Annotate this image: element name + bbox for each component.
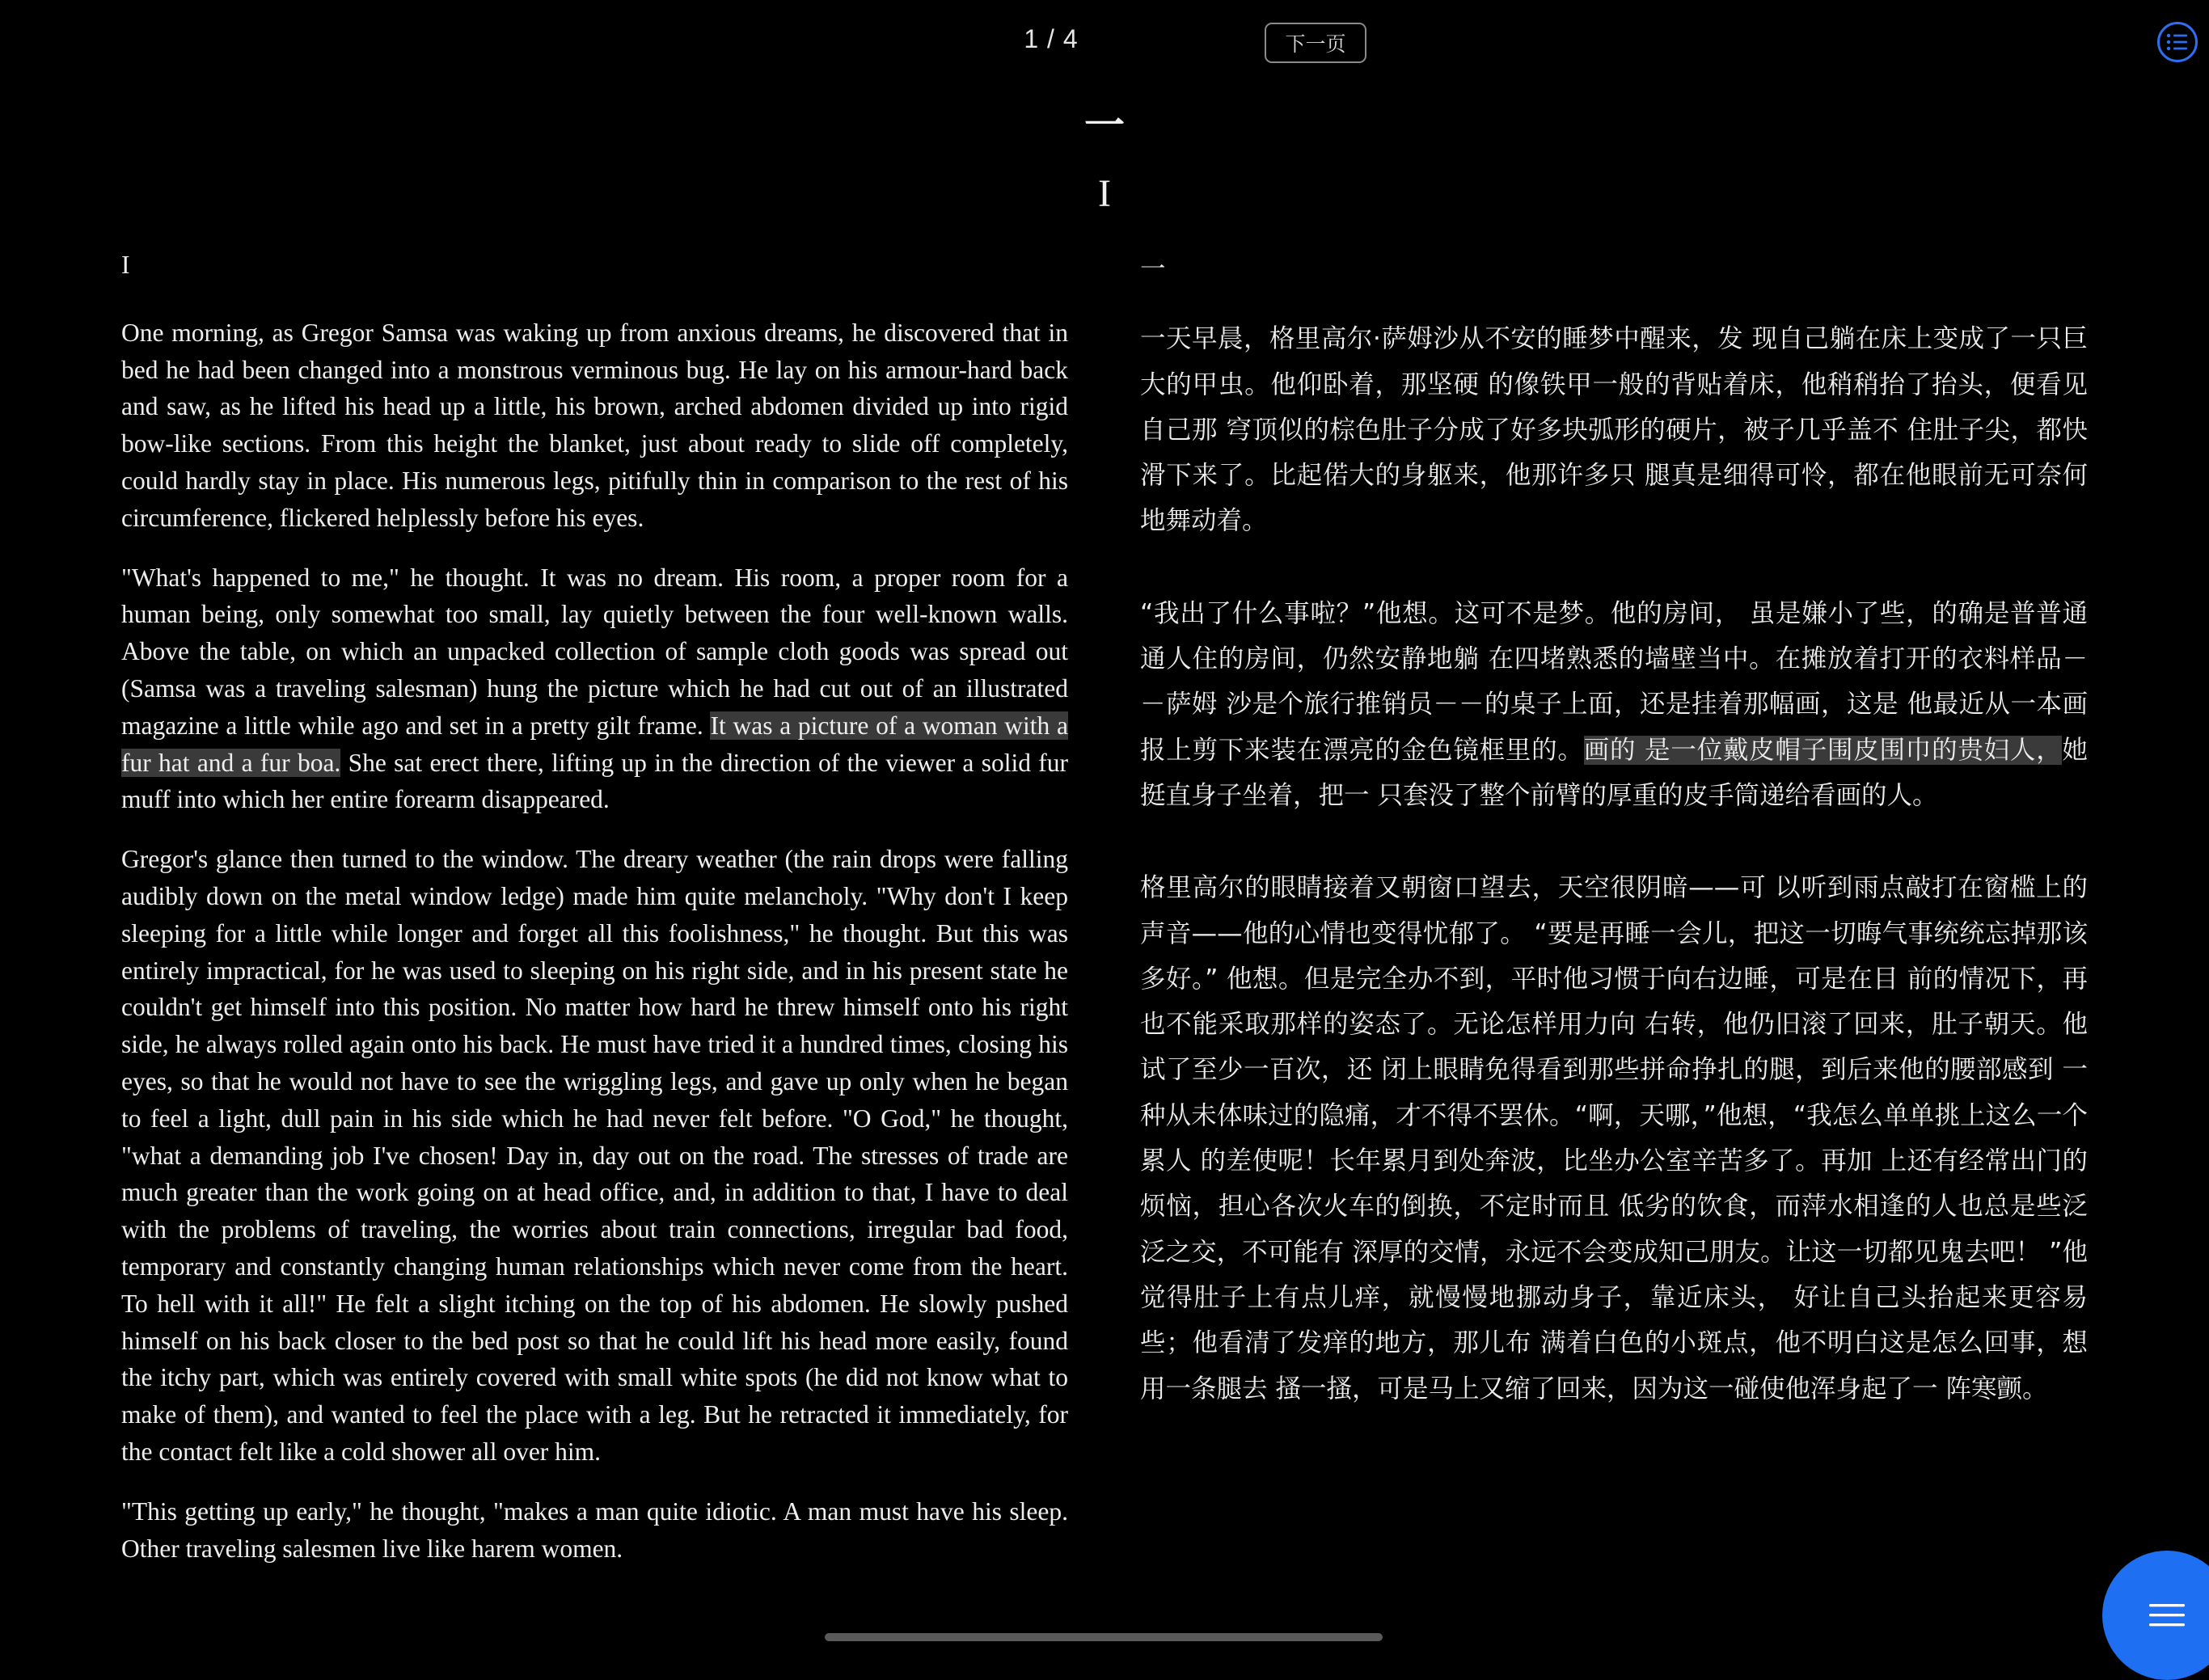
page-indicator: 1 / 4 — [1024, 24, 1079, 53]
scroll-indicator[interactable] — [825, 1633, 1383, 1641]
paragraph-text: 她挺直身子坐着，把一 只套没了整个前臂的厚重的皮手筒递给看画的人。 — [1140, 735, 2088, 810]
paragraph-text: She sat erect there, lifting up in the direction of the viewer a solid fur muff into which her entire forearm disappeared. — [121, 748, 1068, 814]
paragraph-text: “我出了什么事啦？”他想。这可不是梦。他的房间， 虽是嫌小了些，的确是普普通通人住的房间，仍然安静地躺 在四堵熟悉的墙壁当中。在摊放着打开的衣料样品－－萨姆 沙是个旅行推销员－－的桌子上面，还是挂着那幅画，这是 他最近从一本画报上剪下来装在漂亮的金色镜框里的。 — [1140, 598, 2088, 765]
paragraph-en[interactable]: One morning, as Gregor Samsa was waking up from anxious dreams, he discovered that in bed he had been changed into a monstrous verminous bug. He lay on his armour-hard back and saw, as he lifted his head up a little, his brown, arched abdomen divided up into rigid bow-like sections. From this height the blanket, just about ready to slide off completely, could hardly stay in place. His numerous legs, pitifully thin in comparison to the rest of his circumference, flickered helplessly before his eyes. — [121, 318, 1068, 532]
paragraph-en[interactable]: "This getting up early," he thought, "makes a man quite idiotic. A man must have his sleep. Other traveling salesmen live like harem women. — [121, 1496, 1068, 1563]
top-bar — [0, 0, 2209, 89]
highlighted-sentence[interactable]: 画的 是一位戴皮帽子围皮围巾的贵妇人， — [1583, 735, 2063, 765]
paragraph-text: "What's happened to me," he thought. It was no dream. His room, a proper room for a human being, only somewhat too small, lay quietly between the four well-known walls. Above the table, on which an unpacked collection of sample cloth goods was spread out (Samsa was a traveling salesman) hung the picture which he had cut out of an illustrated magazine a little while ago and set in a pretty gilt frame. — [121, 563, 1068, 740]
chapter-number-zh: 一 — [1084, 102, 1125, 149]
chinese-text-column — [1140, 247, 2088, 1458]
section-number-en: I — [121, 251, 130, 279]
english-text-column — [121, 247, 1068, 1589]
chapter-number-en: I — [1098, 172, 1111, 215]
list-icon — [2165, 32, 2190, 53]
table-of-contents-button[interactable] — [2157, 22, 2198, 62]
paragraph-zh[interactable]: 格里高尔的眼睛接着又朝窗口望去，天空很阴暗——可 以听到雨点敲打在窗槛上的声音——他的心情也变得忧郁了。 “要是再睡一会儿，把这一切晦气事统统忘掉那该多好。” 他想。但是完全办不到，平时他习惯于向右边睡，可是在目 前的情况下，再也不能采取那样的姿态了。无论怎样用力向 右转，他仍旧滚了回来，肚子朝天。他试了至少一百次，还 闭上眼睛免得看到那些拼命挣扎的腿，到后来他的腰部感到 一种从未体味过的隐痛，才不得不罢休。“啊，天哪，”他想，“我怎么单单挑上这么一个累人 的差使呢！长年累月到处奔波，比坐办公室辛苦多了。再加 上还有经常出门的烦恼，担心各次火车的倒换，不定时而且 低劣的饮食，而萍水相逢的人也总是些泛泛之交，不可能有 深厚的交情，永远不会变成知己朋友。让这一切都见鬼去吧！ ”他觉得肚子上有点儿痒，就慢慢地挪动身子，靠近床头， 好让自己头抬起来更容易些；他看清了发痒的地方，那儿布 满着白色的小斑点，他不明白这是怎么回事，想用一条腿去 搔一搔，可是马上又缩了回来，因为这一碰使他浑身起了一 阵寒颤。 — [1140, 873, 2088, 1404]
paragraph-zh[interactable] — [1140, 591, 2088, 818]
paragraph-en[interactable] — [121, 559, 1068, 819]
menu-icon — [2148, 1601, 2186, 1630]
chapter-heading — [1051, 102, 1158, 215]
paragraph-zh[interactable]: 一天早晨，格里高尔·萨姆沙从不安的睡梦中醒来，发 现自己躺在床上变成了一只巨大的甲虫。他仰卧着，那坚硬 的像铁甲一般的背贴着床，他稍稍抬了抬头，便看见自己那 穹顶似的棕色肚子分成了好多块弧形的硬片，被子几乎盖不 住肚子尖，都快滑下来了。比起偌大的身躯来，他那许多只 腿真是细得可怜，都在他眼前无可奈何地舞动着。 — [1140, 324, 2088, 536]
highlighted-sentence[interactable]: It was a picture of a woman with a fur hat and a fur boa. — [121, 711, 1068, 777]
next-page-button[interactable]: 下一页 — [1265, 23, 1366, 63]
paragraph-en[interactable]: Gregor's glance then turned to the window. The dreary weather (the rain drops were falling audibly down on the metal window ledge) made him quite melancholy. "Why don't I keep sleeping for a little while longer and forget all this foolishness," he thought. But this was entirely impractical, for he was used to sleeping on his right side, and in his present state he couldn't get himself into this position. No matter how hard he threw himself onto his right side, he always rolled again onto his back. He must have tried it a hundred times, closing his eyes, so that he would not have to see the wriggling legs, and gave up only when he began to feel a light, dull pain in his side which he had never felt before. "O God," he thought, "what a demanding job I've chosen! Day in, day out on the road. The stresses of trade are much greater than the work going on at head office, and, in addition to that, I have to deal with the problems of traveling, the worries about train connections, irregular bad food, temporary and constantly changing human relationships which never come from the heart. To hell with it all!" He felt a slight itching on the top of his abdomen. He slowly pushed himself on his back closer to the bed post so that he could lift his head more easily, found the itchy part, which was entirely covered with small white spots (he did not know what to make of them), and wanted to feel the place with a leg. But he retracted it immediately, for the contact felt like a cold shower all over him. — [121, 845, 1068, 1466]
floating-menu-button[interactable] — [2102, 1551, 2209, 1680]
section-number-zh: 一 — [1140, 255, 1166, 284]
